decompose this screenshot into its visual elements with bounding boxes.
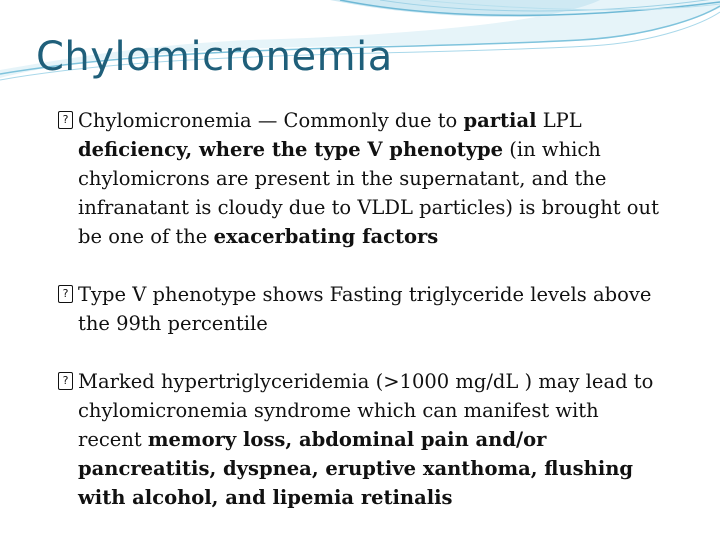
bold-text-segment: exacerbating factors [213, 225, 439, 248]
text-segment: LPL [536, 109, 582, 132]
bullet-text [78, 283, 651, 335]
bullet-item-3 [58, 367, 668, 512]
text-segment: Chylomicronemia — Commonly due to [78, 109, 464, 132]
bullet-list [58, 106, 668, 541]
text-segment: Marked hypertriglyceridemia (>1000 mg/dL ) may lead to chylomicronemia syndrome which can manifest with recent [78, 370, 654, 451]
bullet-marker-icon: ? [58, 285, 73, 303]
bullet-text [78, 370, 653, 509]
text-segment: (in which chylomicrons are present in the supernatant, and the infranatant is cloudy due to VLDL particles) is brought out be one of the [78, 138, 659, 248]
bullet-marker-icon: ? [58, 372, 73, 390]
bold-text-segment: memory loss, abdominal pain and/or pancreatitis, dyspnea, eruptive xanthoma, flushing with alcohol, and lipemia retinalis [78, 428, 634, 509]
bullet-item-2 [58, 280, 668, 338]
bold-text-segment: partial [463, 109, 537, 132]
slide-title: Chylomicronemia [36, 34, 393, 80]
bullet-item-1 [58, 106, 668, 251]
bullet-text [78, 109, 659, 248]
text-segment: Type V phenotype shows Fasting triglyceride levels above the 99th percentile [78, 283, 652, 335]
bold-text-segment: deficiency, where the type V phenotype [78, 138, 504, 161]
bullet-marker-icon: ? [58, 111, 73, 129]
